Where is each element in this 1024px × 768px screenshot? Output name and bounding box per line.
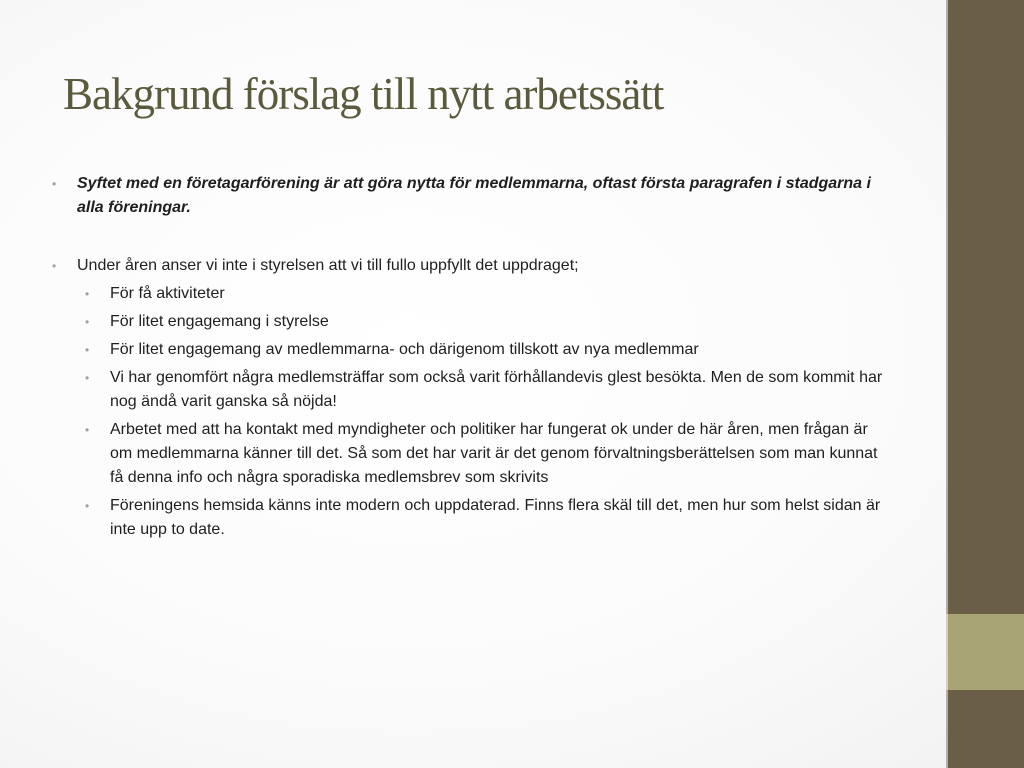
slide-body: [48, 172, 888, 542]
bullet-dot-icon: •: [85, 287, 90, 301]
sub-bullet-text: För få aktiviteter: [110, 285, 225, 302]
bullet-purpose: [48, 172, 888, 220]
bullet-dot-icon: •: [85, 499, 90, 513]
decorative-sidebar: [946, 0, 1024, 768]
sub-bullet-text: Arbetet med att ha kontakt med myndigheter och politiker har fungerat ok under de här åren, men frågan är om medlemmarna känner till det. Så som det har varit är det genom förvaltningsberättelsen som man kunnat få denna info och några sporadiska medlemsbrev som skrivits: [110, 421, 878, 486]
bullet-text: Under åren anser vi inte i styrelsen att vi till fullo uppfyllt det uppdraget;: [77, 257, 579, 274]
bullet-list: [48, 172, 888, 220]
bullet-text: Syftet med en företagarförening är att göra nytta för medlemmarna, oftast första paragrafen i stadgarna i alla föreningar.: [77, 175, 871, 216]
sub-bullet-board-engagement: [48, 310, 888, 334]
bullet-dot-icon: •: [85, 343, 90, 357]
sub-bullet-text: För litet engagemang i styrelse: [110, 313, 329, 330]
bullet-list: [48, 254, 888, 542]
sidebar-accent-block: [946, 614, 1024, 690]
sub-bullet-text: Vi har genomfört några medlemsträffar som också varit förhållandevis glest besökta. Men de som kommit har nog ändå varit ganska så nöjda!: [110, 369, 883, 410]
bullet-dot-icon: •: [52, 259, 57, 273]
bullet-assessment: [48, 254, 888, 278]
sidebar-top-block: [946, 0, 1024, 612]
sidebar-edge: [946, 0, 948, 768]
bullet-dot-icon: •: [85, 371, 90, 385]
sub-bullet-text: Föreningens hemsida känns inte modern och uppdaterad. Finns flera skäl till det, men hur som helst sidan är inte upp to date.: [110, 497, 881, 538]
sub-bullet-member-meetings: [48, 366, 888, 414]
bullet-dot-icon: •: [52, 177, 57, 191]
bullet-dot-icon: •: [85, 423, 90, 437]
sub-bullet-activities: [48, 282, 888, 306]
sub-bullet-text: För litet engagemang av medlemmarna- och därigenom tillskott av nya medlemmar: [110, 341, 699, 358]
sub-bullet-authority-contacts: [48, 418, 888, 490]
sub-bullet-website: [48, 494, 888, 542]
sidebar-bottom-block: [946, 692, 1024, 768]
sub-bullet-member-engagement: [48, 338, 888, 362]
slide-title: Bakgrund förslag till nytt arbetssätt: [63, 69, 664, 119]
bullet-dot-icon: •: [85, 315, 90, 329]
